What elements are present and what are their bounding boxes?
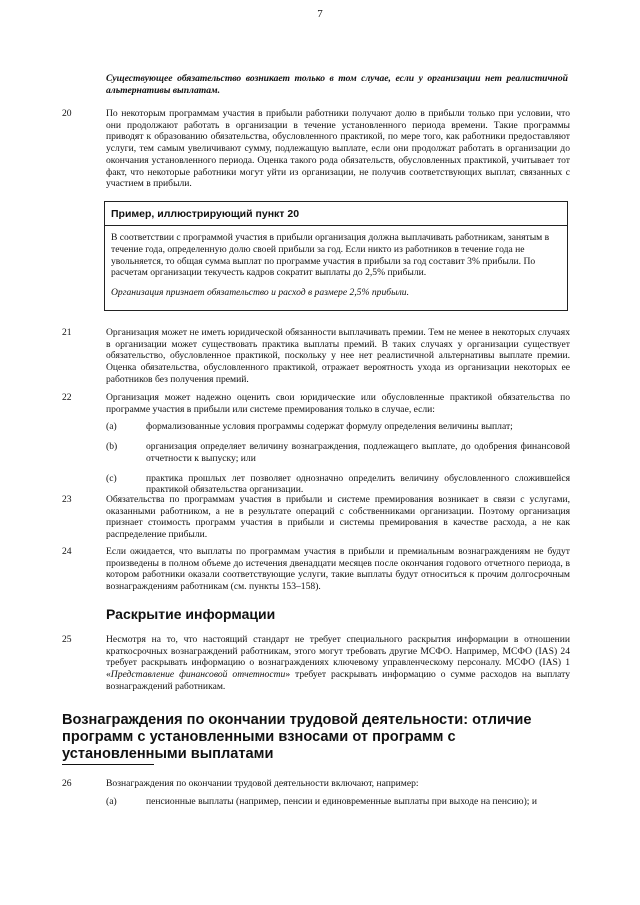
paragraph-number: 26 bbox=[62, 778, 72, 789]
item-label: (b) bbox=[106, 441, 118, 453]
section-heading-post-employment: Вознаграждения по окончании трудовой деятельности: отличие программ с установленными взносами от программ с установленными выплатами bbox=[62, 712, 532, 762]
heading-underline bbox=[62, 764, 154, 765]
paragraph-text: Несмотря на то, что настоящий стандарт не требует специального раскрытия информации в отношении краткосрочных вознаграждений работникам, этого могут требовать другие МСФО. Например, МСФО (IAS) 24 требует раскрывать информацию о вознаграждениях ключевому управленческому персоналу. МСФО (IAS) 1 «Представление финансовой отчетности» требует раскрывать информацию о сумме расходов на выплату вознаграждений работникам. bbox=[106, 634, 570, 692]
paragraph-number: 24 bbox=[62, 546, 72, 557]
paragraph-23 bbox=[62, 494, 570, 541]
list-item bbox=[106, 473, 570, 496]
paragraph-20 bbox=[62, 108, 570, 190]
paragraph-22 bbox=[62, 392, 570, 496]
paragraph-text: Обязательства по программам участия в прибыли и системе премирования возникает в связи с услугами, оказанными работником, а не в результате операций с собственниками организации. Поэтому организация признает стоимость программ участия в прибыли и системы премирования в качестве расхода, а не как распределение прибыли. bbox=[106, 494, 570, 541]
paragraph-26 bbox=[62, 778, 570, 807]
paragraph-text: По некоторым программам участия в прибыли работники получают долю в прибыли только при условии, что они продолжают работать в организации в течение установленного периода времени. Такие программы приводят к образованию обязательства, обусловленного практикой, по мере того, как работники предоставляют услуги, тем самым увеличивают сумму, подлежащую выплате, если они продолжат работать в организации до окончания установленного периода. Оценка такого рода обязательств, обусловленных практикой, учитывает тот факт, что некоторые работники могут уйти из организации, не получив соответствующих выплат, связанных с участием в прибыли. bbox=[106, 108, 570, 190]
paragraph-number: 21 bbox=[62, 327, 72, 338]
list-item bbox=[106, 421, 570, 433]
paragraph-21 bbox=[62, 327, 570, 386]
item-label: (a) bbox=[106, 421, 117, 433]
section-heading-disclosure: Раскрытие информации bbox=[106, 606, 276, 622]
standard-title: Представление финансовой отчетности bbox=[110, 669, 286, 681]
item-label: (c) bbox=[106, 472, 117, 484]
item-text: практика прошлых лет позволяет однозначно определить величину обусловленного сложившейся практикой обязательства организации. bbox=[146, 472, 570, 496]
item-text: формализованные условия программы содержат формулу определения величины выплат; bbox=[146, 421, 513, 433]
paragraph-text: Если ожидается, что выплаты по программам участия в прибыли и премиальным вознаграждениям не будут произведены в полном объеме до истечения двенадцати месяцев после окончания годового отчетного периода, в котором работники оказали соответствующие услуги, такие выплаты будут относиться к прочим долгосрочным вознаграждениям работникам (см. пункты 153–158). bbox=[106, 546, 570, 593]
paragraph-number: 25 bbox=[62, 634, 72, 645]
item-list bbox=[106, 421, 570, 496]
item-label: (a) bbox=[106, 795, 117, 807]
paragraph-text: Вознаграждения по окончании трудовой деятельности включают, например: bbox=[106, 778, 419, 789]
paragraph-text: Организация может не иметь юридической обязанности выплачивать премии. Тем не менее в некоторых случаях в организации может существовать практика выплаты премий. В таких случаях у организации существует обязательство, обусловленное практикой, поскольку у нее нет реалистичной альтернативы выплате премии. Оценка обязательства, обусловленного практикой, отражает вероятность ухода из организации некоторых ее работников без получения премий. bbox=[106, 327, 570, 385]
paragraph-text: Организация может надежно оценить свои юридические или обусловленные практикой обязательства по программе участия в прибыли или системе премирования только в случае, если: bbox=[106, 392, 570, 415]
item-list bbox=[106, 796, 570, 808]
item-text: пенсионные выплаты (например, пенсии и единовременные выплаты при выходе на пенсию); и bbox=[146, 795, 537, 807]
paragraph-25 bbox=[62, 634, 570, 693]
example-title: Пример, иллюстрирующий пункт 20 bbox=[105, 202, 567, 226]
paragraph-number: 20 bbox=[62, 108, 72, 119]
page-number: 7 bbox=[317, 8, 323, 20]
example-note: Организация признает обязательство и расход в размере 2,5% прибыли. bbox=[111, 287, 409, 299]
item-text: организация определяет величину вознаграждения, подлежащего выплате, до одобрения финансовой отчетности к выпуску; или bbox=[146, 441, 570, 464]
example-box bbox=[104, 201, 568, 311]
paragraph-24 bbox=[62, 546, 570, 593]
list-item bbox=[106, 441, 570, 464]
paragraph-number: 22 bbox=[62, 392, 72, 403]
intro-statement: Существующее обязательство возникает только в том случае, если у организации нет реалистичной альтернативы выплатам. bbox=[106, 73, 568, 96]
paragraph-number: 23 bbox=[62, 494, 72, 505]
list-item bbox=[106, 796, 570, 808]
example-body: В соответствии с программой участия в прибыли организация должна выплачивать работникам, занятым в течение года, определенную долю своей прибыли за год. Если никто из работников в течение года не увольняется, то общая сумма выплат по программе участия в прибыли за год составит 3% прибыли. По расчетам организации текучесть кадров сократит выплаты до 2,5% прибыли. bbox=[111, 232, 550, 279]
